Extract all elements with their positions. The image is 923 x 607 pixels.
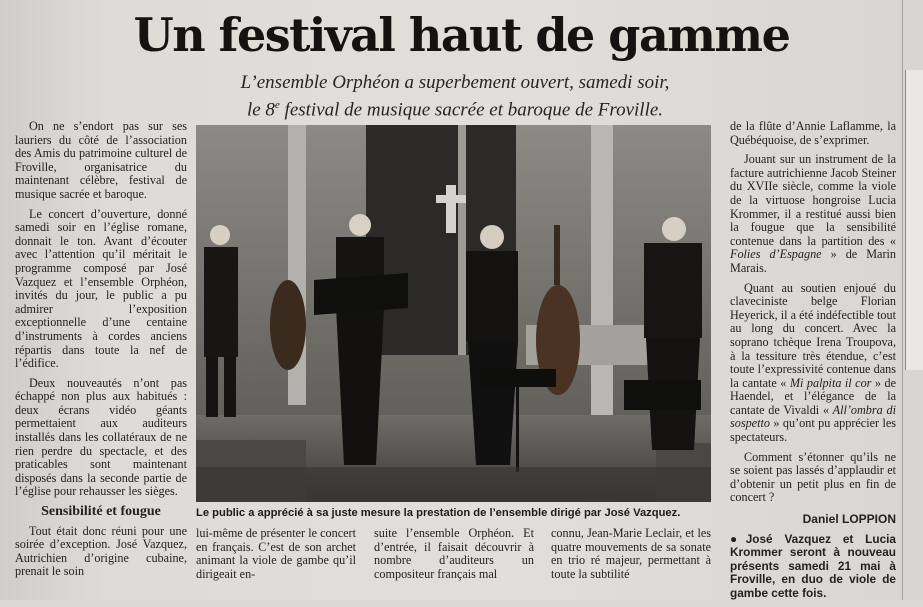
standfirst-text: le 8 [246, 99, 275, 121]
paragraph: suite l’ensemble Orphéon. Et d’entrée, il faisait découvrir à nombre d’auditeurs un compositeur français mal [374, 526, 534, 581]
paragraph: Comment s’étonner qu’ils ne se soient pas lassés d’applaudir et d’obtenir un petit plus en fin de concert ? [730, 449, 896, 505]
text-run: Jouant sur un instrument de la facture autrichienne Jacob Steiner du XVIIe siècle, comme la viole de la virtuose hongroise Lucia Krommer, il a restitué aussi bien la fougue que la sensibilité contenue dans la partition des « [730, 152, 896, 248]
info-note: ●José Vazquez et Lucia Krommer seront à nouveau présents samedi 21 mai à Froville, en duo de viole de gambe cette fois. [730, 531, 896, 600]
concert-photo [196, 125, 711, 502]
left-column [15, 120, 187, 585]
bottom-column-1 [196, 527, 356, 587]
standfirst [175, 72, 735, 121]
adjacent-page-edge [905, 70, 923, 370]
text-run: » de Marin Marais. [730, 247, 896, 275]
paragraph [730, 282, 896, 445]
headline: Un festival haut de gamme [133, 8, 790, 62]
work-title: Folies d’Espagne [730, 247, 831, 262]
byline: Daniel LOPPION [802, 512, 896, 527]
standfirst-superscript: e [274, 99, 280, 111]
photo-illustration [196, 125, 711, 502]
paragraph: Deux nouveautés n’ont pas échappé non plus aux habitués : deux écrans vidéo géants permettaient aux auditeurs installés dans les collatéraux de ne rien perdre du spectacle, et des praticables sont maintenant disposés dans la seconde partie de l’église pour rehausser les sièges. [15, 375, 187, 499]
right-column [730, 120, 896, 607]
paragraph: On ne s’endort pas sur ses lauriers du côté de l’association des Amis du patrimoine culturel de Froville, organisatrice du maintenant célèbre, festival de musique sacrée et baroque. [15, 119, 187, 201]
paragraph [730, 153, 896, 275]
photo-caption: Le public a apprécié à sa juste mesure la prestation de l’ensemble dirigé par José Vazquez. [196, 507, 681, 519]
paragraph: Le concert d’ouverture, donné samedi soir en l’église romane, donnait le ton. Avant d’écouter avec l’attention qu’il méritait le programme composé par José Vazquez et l’ensemble Orphéon, invités du jour, le public a pu admirer l’exposition exceptionnelle d’une centaine d’instruments à cordes anciens répartis dans toute la nef de l’édifice. [15, 206, 187, 371]
subheading: Sensibilité et fougue [41, 504, 161, 520]
page-fold-rule [902, 0, 903, 600]
bottom-column-3 [551, 527, 711, 587]
bottom-column-2 [374, 527, 534, 587]
work-title: Mi palpita il cor [786, 375, 875, 390]
paragraph: lui-même de présenter le concert en français. C’est de son archet animant la viole de gambe qu’il dirigeait en- [196, 526, 356, 581]
standfirst-line-2 [175, 94, 735, 121]
paragraph: de la flûte d’Annie Laflamme, la Québéquoise, de s’exprimer. [730, 119, 896, 147]
paragraph: connu, Jean-Marie Leclair, et les quatre mouvements de sa sonate en trio ré majeur, permettant à toute la subtilité [551, 526, 711, 581]
standfirst-text-end: festival de musique sacrée et baroque de Froville. [279, 99, 664, 121]
work-title: All’ombra di sospetto [730, 402, 896, 431]
standfirst-line-1: L’ensemble Orphéon a superbement ouvert, samedi soir, [240, 72, 670, 93]
text-run: » de Haendel, et l’élégance de la cantate de Vivaldi « [730, 375, 896, 417]
paragraph: Tout était donc réuni pour une soirée d’exception. José Vazquez, Autrichien d’origine cubaine, prenait le soin [15, 523, 187, 579]
text-run: » qu’ont pu apprécier les spectateurs. [730, 416, 897, 445]
text-run: Quant au soutien enjoué du claveciniste belge Florian Heyerick, il a été indéfectible tout au long du concert. Avec la soprano tchèque Irena Troupova, à la tessiture très étendue, c’est toute l’expressivité contenue dans la cantate « [730, 280, 896, 390]
